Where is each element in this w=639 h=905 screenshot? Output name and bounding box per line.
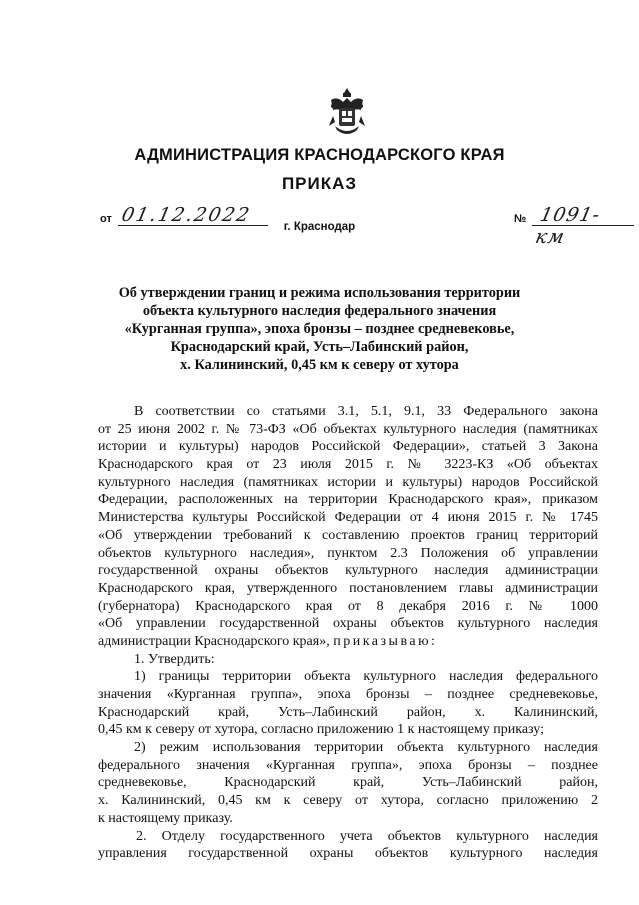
body-line [98,633,598,651]
body-line: культурного наследия (памятниках истории и культуры) народов Российской [98,474,598,490]
body-line: Краснодарского края, утвержденного постановлением главы администрации [98,580,598,596]
coat-of-arms-emblem [327,86,367,138]
body-line: (губернатора) Краснодарского края от 8 декабря 2016 г. № 1000 [98,598,598,614]
body-line: 2. Отделу государственного учета объектов культурного наследия [136,828,598,844]
body-line: 2) режим использования территории объекта культурного наследия [134,740,598,756]
organization-name: АДМИНИСТРАЦИЯ КРАСНОДАРСКОГО КРАЯ [134,146,505,164]
from-label: от [100,213,112,225]
body-line: к настоящему приказу. [98,810,233,826]
body-line: управления государственной охраны объектов культурного наследия [98,846,598,862]
order-title [60,284,579,374]
order-word: приказываю: [333,633,438,649]
body-line: Краснодарский край, Усть–Лабинский район, х. Калининский, [98,704,598,720]
city-name: г. Краснодар [283,221,356,233]
title-line: «Курганная группа», эпоха бронзы – позднее средневековье, [124,321,515,337]
body-line: от 25 июня 2002 г. № 73-ФЗ «Об объектах культурного наследия (памятниках [98,421,598,437]
body-line: значения «Курганная группа», эпоха бронзы – позднее средневековье, [98,687,598,702]
body-line: федерального значения «Курганная группа», эпоха бронзы – позднее [98,757,598,773]
body-line: Федерации, расположенных на территории Краснодарского края», приказом [98,492,598,508]
body-line: «Об управлении государственной охраны объектов культурного наследия [98,616,598,632]
body-line: средневековье, Краснодарский край, Усть–Лабинский район, [98,775,598,791]
number-label: № [514,213,527,225]
title-line: Краснодарский край, Усть–Лабинский район, [170,339,469,355]
body-line: 1) границы территории объекта культурного наследия федерального [134,669,598,685]
title-line: объекта культурного наследия федерального значения [142,303,497,319]
handwritten-date: 01.12.2022 [119,204,254,226]
body-line: «Об утверждении требований к составлению проектов границ территорий [98,527,598,543]
body-text: администрации Краснодарского края», [98,633,330,649]
document-type: ПРИКАЗ [281,174,358,193]
body-line: Краснодарского края от 23 июля 2015 г. № 3223-КЗ «Об объектах [98,457,598,473]
body-line: Министерства культуры Российской Федерации от 4 июня 2015 г. № 1745 [98,510,598,526]
body-line: государственной охраны объектов культурного наследия администрации [98,563,598,579]
title-line: х. Калининский, 0,45 км к северу от хутора [180,357,459,373]
body-line: 0,45 км к северу от хутора, согласно приложению 1 к настоящему приказу; [98,722,544,738]
body-line: объектов культурного наследия», пунктом 2.3 Положения об управлении [98,545,598,561]
handwritten-number: 1091-км [533,204,603,248]
order-body [98,403,598,863]
body-line: истории и культуры) народов Российской Федерации», статьей 3 Закона [98,439,598,455]
title-line: Об утверждении границ и режима использования территории [118,285,521,301]
body-line: В соответствии со статьями 3.1, 5.1, 9.1, 33 Федерального закона [134,404,598,419]
item-heading: 1. Утвердить: [134,651,215,667]
body-line: х. Калининский, 0,45 км к северу от хутора, согласно приложению 2 [98,793,598,809]
